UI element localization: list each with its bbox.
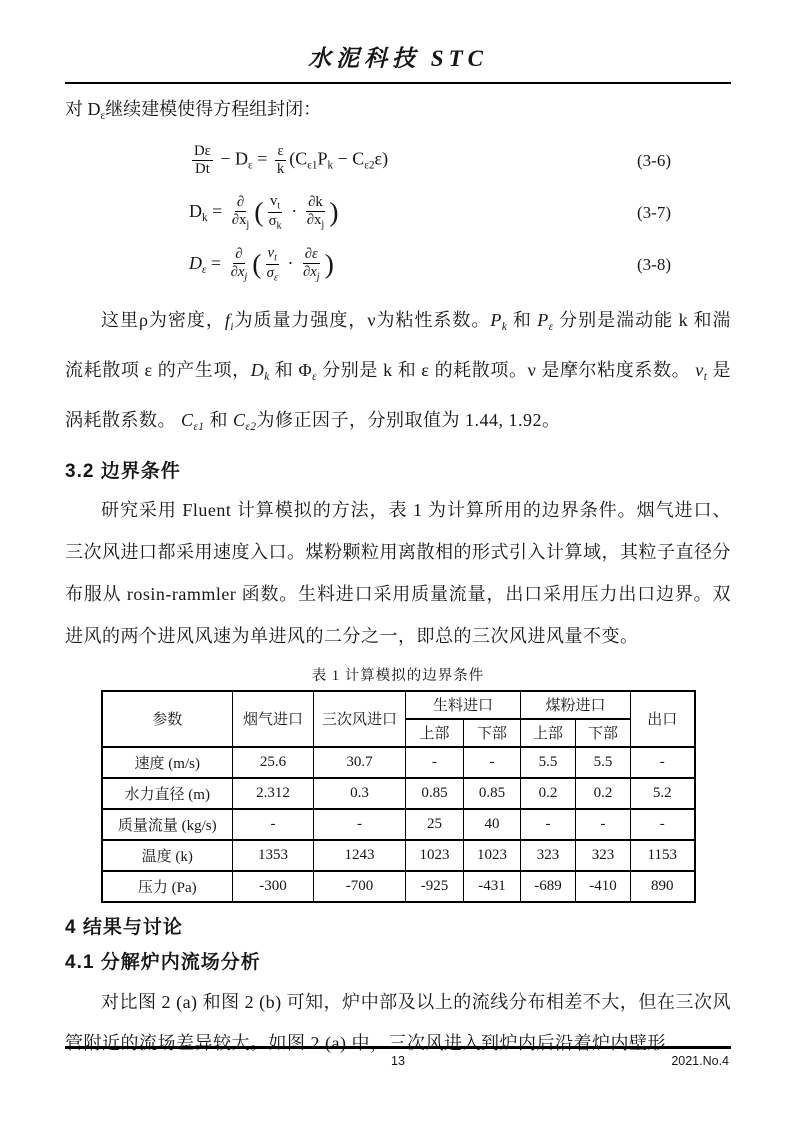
param-label: 水力直径 (m) [102,778,233,809]
table-cell: - [631,809,695,840]
journal-title: 水泥科技 STC [308,46,488,71]
table-cell: -925 [406,871,464,902]
fraction: $\frac{\partial}{\partial x_j}$ [231,194,250,231]
paragraph-symbol-definitions: 这里ρ为密度，$f_i$为质量力强度，ν为粘性系数。$P_k$ 和 $P_\varepsilon$ 分别是湍动能 k 和湍流耗散项 ε 的产生项，$D_k$ 和 $\Phi_\varepsilon$ 分别是 k 和 ε 的耗散项。ν 是摩尔粘度系数。 $\nu_t$ 是涡耗散系数。 $C_{\varepsilon 1}$ 和 $C_{\varepsilon 2}$为修正因子，分别取值为 1.44, 1.92。 [65,309,732,433]
table-cell: - [464,747,521,778]
param-label: 速度 (m/s) [102,747,233,778]
table-row [102,747,695,778]
equation-block [65,135,731,291]
equation-formula: $\frac{D\varepsilon}{Dt}$ − $D_\varepsilon$ = $\frac{\varepsilon}{k}$ $(C_{\varepsilon 1}P_k - C_{\varepsilon 2}\varepsilon)$ [194,143,389,178]
col-header-outlet: 出口 [631,691,695,747]
equation-formula: $D_\varepsilon$ = $\frac{\partial}{\partial x_j}$ ( $\frac{\nu_t}{\sigma_\varepsilon}$ · $\frac{\partial\varepsilon}{\partial x_j}$ ) [189,244,334,284]
col-header-raw-meal-lower: 下部 [464,719,521,747]
table-cell: - [406,747,464,778]
fraction: $\frac{\partial k}{\partial x_j}$ [306,194,325,231]
table-cell: 1023 [464,840,521,871]
table-cell: 1353 [233,840,314,871]
footer-rule [65,1046,731,1049]
fraction: $\frac{\nu_t}{\sigma_\varepsilon}$ [266,244,278,284]
fraction: $\frac{\partial\varepsilon}{\partial x_j}$ [302,246,320,283]
table-header-row-1 [102,691,695,719]
section-heading-4: 4 结果与讨论 [65,916,183,938]
col-header-tertiary-air-inlet: 三次风进口 [314,691,406,747]
table-cell: - [233,809,314,840]
col-header-coal-inlet: 煤粉进口 [521,691,631,719]
param-label: 压力 (Pa) [102,871,233,902]
table-row [102,809,695,840]
table-header [102,691,695,747]
table-cell: 25.6 [233,747,314,778]
table-cell: -410 [576,871,631,902]
table-cell: 1153 [631,840,695,871]
equation-number: (3-7) [637,202,671,222]
paragraph-flow-field-analysis: 对比图 2 (a) 和图 2 (b) 可知，炉中部及以上的流线分布相差不大，但在三次风管附近的流场差异较大。如图 2 (a) 中，三次风进入到炉内后沿着炉内壁形 [65,991,731,1053]
table-cell: - [576,809,631,840]
section-heading-3-2: 3.2 边界条件 [65,460,181,482]
table-cell: 5.5 [576,747,631,778]
table-cell: 25 [406,809,464,840]
col-header-raw-meal-upper: 上部 [406,719,464,747]
table-caption: 表 1 计算模拟的边界条件 [311,667,485,684]
section-heading-4-1: 4.1 分解炉内流场分析 [65,951,261,973]
table-cell: 5.2 [631,778,695,809]
table-cell: - [314,809,406,840]
table-cell: 1023 [406,840,464,871]
footer-row [65,1054,731,1072]
table-row [102,871,695,902]
equation-number: (3-6) [637,150,671,170]
table-cell: 40 [464,809,521,840]
table-row [102,778,695,809]
table-cell: 2.312 [233,778,314,809]
table-cell: -700 [314,871,406,902]
table-cell: -300 [233,871,314,902]
fraction: $\frac{D\varepsilon}{Dt}$ [194,143,211,178]
table-cell: 30.7 [314,747,406,778]
table-cell: 890 [631,871,695,902]
table-cell: 1243 [314,840,406,871]
col-header-coal-lower: 下部 [576,719,631,747]
param-label: 温度 (k) [102,840,233,871]
table-row [102,840,695,871]
equation-3-8 [65,239,731,291]
table-cell: 323 [521,840,576,871]
col-header-coal-upper: 上部 [521,719,576,747]
equation-formula: $D_k$ = $\frac{\partial}{\partial x_j}$ ( $\frac{v_t}{\sigma_k}$ · $\frac{\partial k}{\partial x_j}$ ) [189,192,339,232]
table-cell: 323 [576,840,631,871]
col-header-param: 参数 [102,691,233,747]
issue-label: 2021.No.4 [671,1054,729,1068]
table-cell: - [521,809,576,840]
col-header-raw-meal-inlet: 生料进口 [406,691,521,719]
table-cell: - [631,747,695,778]
fraction: $\frac{v_t}{\sigma_k}$ [268,192,282,232]
equation-3-6 [65,135,731,187]
table-cell: -689 [521,871,576,902]
boundary-conditions-table [101,690,696,903]
paragraph-boundary-conditions: 研究采用 Fluent 计算模拟的方法，表 1 为计算所用的边界条件。烟气进口、三次风进口都采用速度入口。煤粉颗粒用离散相的形式引入计算域，其粒子直径分布服从 rosin-rammler 函数。生料进口采用质量流量，出口采用压力出口边界。双进风的两个进风风速为单进风的二分之一，即总的三次风进风量不变。 [65,499,731,646]
page-footer [65,1046,731,1072]
table-cell: 0.2 [576,778,631,809]
page-number: 13 [391,1054,405,1068]
fraction: $\frac{\varepsilon}{k}$ [276,143,285,178]
table-cell: 0.2 [521,778,576,809]
table-cell: 0.3 [314,778,406,809]
header-rule [65,82,731,84]
table-cell: 5.5 [521,747,576,778]
table-cell: -431 [464,871,521,902]
param-label: 质量流量 (kg/s) [102,809,233,840]
equation-number: (3-8) [637,254,671,274]
equation-3-7 [65,187,731,239]
fraction: $\frac{\partial}{\partial x_j}$ [230,246,248,283]
table-cell: 0.85 [406,778,464,809]
table-body [102,747,695,902]
table-cell: 0.85 [464,778,521,809]
col-header-flue-gas-inlet: 烟气进口 [233,691,314,747]
intro-line: 对 $D_\varepsilon$继续建模使得方程组封闭： [65,99,322,122]
